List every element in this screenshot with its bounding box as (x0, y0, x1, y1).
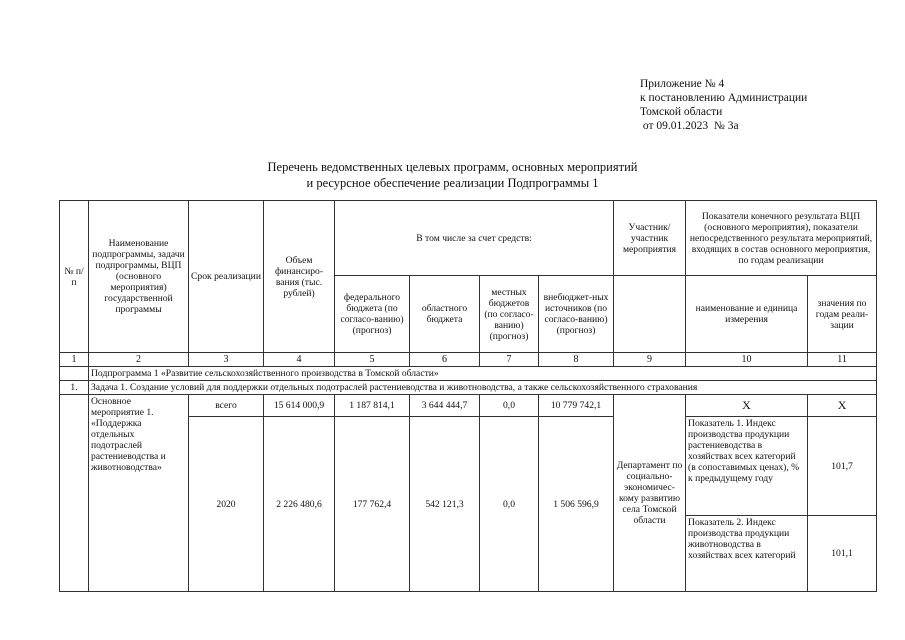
measure-total-volume: 15 614 000,9 (264, 395, 335, 417)
appendix-line-3: Томской области (640, 106, 723, 118)
measure-total-term: всего (189, 395, 264, 417)
measure-name: Основное мероприятие 1. «Поддержка отдельных подотраслей растениеводства и животноводства» (89, 395, 189, 592)
header-volume: Объем финансиро-вания (тыс. рублей) (264, 201, 335, 353)
measure-total-extra: 10 779 742,1 (539, 395, 614, 417)
header-participant-blank (614, 276, 686, 353)
indicator-1-value: 101,7 (808, 417, 877, 516)
column-number-7: 7 (480, 353, 539, 367)
measure-total-federal: 1 187 814,1 (335, 395, 410, 417)
subprogram-row: Подпрограмма 1 «Развитие сельскохозяйственного производства в Томской области» (89, 367, 877, 381)
column-number-6: 6 (410, 353, 480, 367)
measure-2020-volume: 2 226 480,6 (264, 417, 335, 592)
column-number-10: 10 (686, 353, 808, 367)
measure-total-regional: 3 644 444,7 (410, 395, 480, 417)
header-indicator-values: значения по годам реали-зации (808, 276, 877, 353)
header-regional: областного бюджета (410, 276, 480, 353)
column-number-5: 5 (335, 353, 410, 367)
document-title-line-2: и ресурсное обеспечение реализации Подпрограммы 1 (306, 176, 599, 190)
measure-participant: Департамент по социально-экономичес-кому развитию села Томской области (614, 395, 686, 592)
task-row: Задача 1. Создание условий для поддержки отдельных подотраслей растениеводства и животноводства, а также сельскохозяйственного страхования (89, 381, 877, 395)
appendix-line-2: к постановлению Администрации (640, 92, 808, 104)
column-number-1: 1 (60, 353, 89, 367)
appendix-line-4: от 09.01.2023 № 3а (640, 120, 739, 132)
header-no: № п/п (60, 201, 89, 353)
column-number-11: 11 (808, 353, 877, 367)
appendix-block (640, 77, 807, 133)
indicator-2-value: 101,1 (808, 516, 877, 592)
measure-2020-federal: 177 762,4 (335, 417, 410, 592)
measure-2020-regional: 542 121,3 (410, 417, 480, 592)
header-indicator-name: наименование и единица измерения (686, 276, 808, 353)
column-number-3: 3 (189, 353, 264, 367)
header-term: Срок реализации (189, 201, 264, 353)
column-number-2: 2 (89, 353, 189, 367)
measure-2020-term: 2020 (189, 417, 264, 592)
header-local: местных бюджетов (по согласо-ванию) (прогноз) (480, 276, 539, 353)
appendix-line-1: Приложение № 4 (640, 78, 725, 90)
measure-2020-extra: 1 506 596,9 (539, 417, 614, 592)
header-participant: Участник/ участник мероприятия (614, 201, 686, 276)
header-including: В том числе за счет средств: (335, 201, 614, 276)
program-table (59, 200, 877, 592)
header-name: Наименование подпрограммы, задачи подпрограммы, ВЦП (основного мероприятия) государственной программы (89, 201, 189, 353)
column-number-8: 8 (539, 353, 614, 367)
measure-number-blank (60, 395, 89, 592)
indicator-2-name: Показатель 2. Индекс производства продукции животноводства в хозяйствах всех категорий (686, 516, 808, 592)
document-title-line-1: Перечень ведомственных целевых программ, основных мероприятий (267, 160, 638, 174)
subprogram-blank (60, 367, 89, 381)
indicator-1-name: Показатель 1. Индекс производства продукции растениеводства в хозяйствах всех категорий (в сопоставимых ценах), % к предыдущему году (686, 417, 808, 516)
header-indicators: Показатели конечного результата ВЦП (основного мероприятия), показатели непосредственного результата мероприятий, входящих в состав основного мероприятия, по годам реализации (686, 201, 877, 276)
document-title (0, 159, 905, 191)
measure-2020-local: 0,0 (480, 417, 539, 592)
measure-total-indicator-value: Х (808, 395, 877, 417)
task-number: 1. (60, 381, 89, 395)
column-number-9: 9 (614, 353, 686, 367)
measure-total-indicator-name: Х (686, 395, 808, 417)
measure-total-local: 0,0 (480, 395, 539, 417)
column-number-4: 4 (264, 353, 335, 367)
header-federal: федерального бюджета (по согласо-ванию) (прогноз) (335, 276, 410, 353)
header-extra: внебюджет-ных источников (по согласо-ванию) (прогноз) (539, 276, 614, 353)
